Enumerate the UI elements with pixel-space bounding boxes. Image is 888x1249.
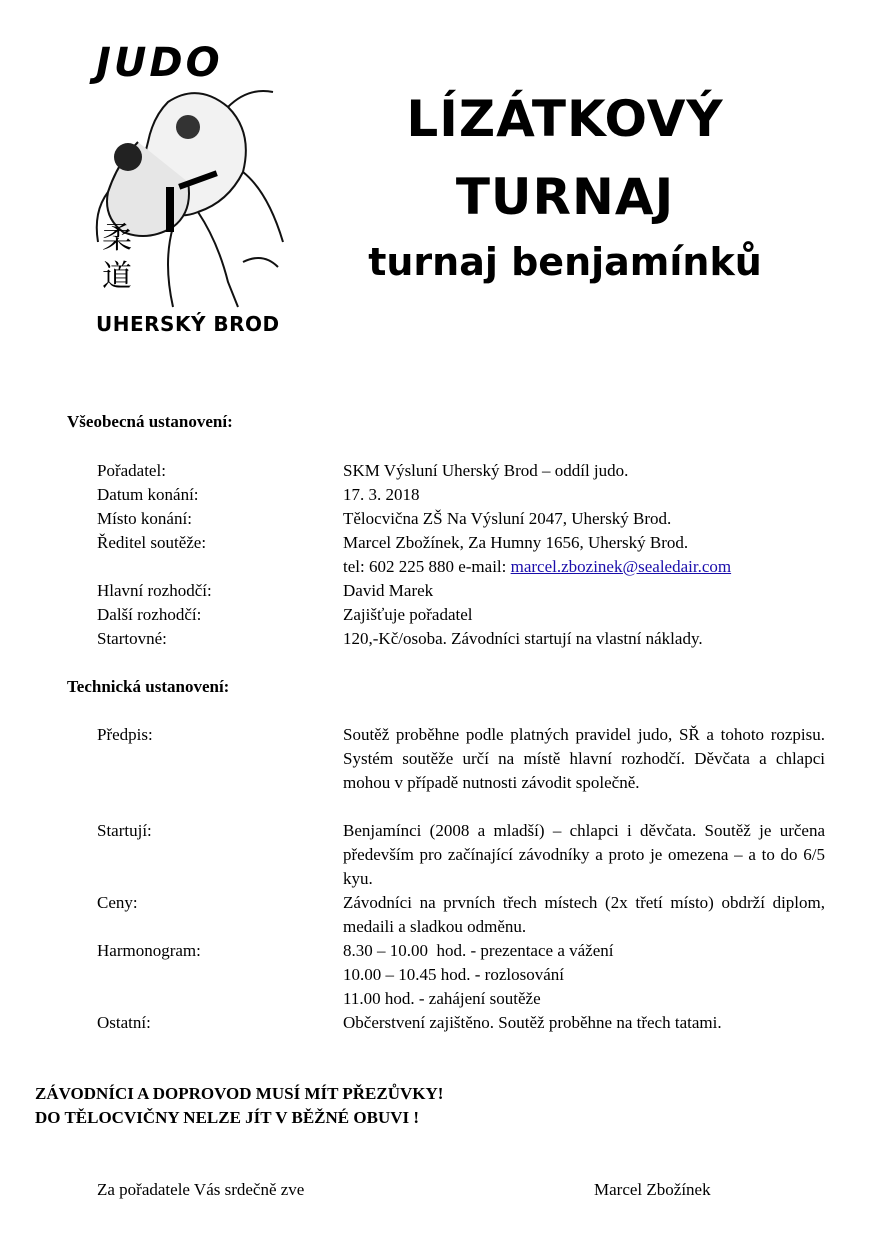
row-value: Soutěž proběhne podle platných pravidel judo, SŘ a tohoto rozpisu. Systém soutěže určí na místě hlavní rozhodčí. Děvčata a chlapci mohou v případě nutnosti závodit společně. [343, 725, 825, 792]
title-line-2: TURNAJ [455, 168, 675, 226]
row-label: Předpis: [97, 725, 153, 744]
row-label: Místo konání: [97, 509, 192, 528]
row-label: Ředitel soutěže: [97, 533, 207, 552]
footwear-warning [35, 1082, 443, 1130]
warning-line-1: ZÁVODNÍCI A DOPROVOD MUSÍ MÍT PŘEZŮVKY! [35, 1084, 444, 1103]
row-value: 8.30 – 10.00 hod. - prezentace a vážení [343, 941, 614, 960]
row-label: Startovné: [97, 629, 167, 648]
row-label: Pořadatel: [97, 461, 166, 480]
technical-heading: Technická ustanovení: [67, 677, 230, 696]
row-label: Ceny: [97, 893, 138, 912]
row-label: Hlavní rozhodčí: [97, 581, 212, 600]
row-value: 11.00 hod. - zahájení soutěže [343, 989, 541, 1008]
warning-line-2: DO TĚLOCVIČNY NELZE JÍT V BĚŽNÉ OBUVI ! [35, 1108, 420, 1127]
general-heading: Všeobecná ustanovení: [67, 412, 233, 431]
row-label: Startují: [97, 821, 152, 840]
phone-text: tel: 602 225 880 e-mail: [343, 557, 511, 576]
row-label: Datum konání: [97, 485, 199, 504]
row-value: Marcel Zbožínek, Za Humny 1656, Uherský Brod. [343, 533, 689, 552]
title-line-3: turnaj benjamínků [368, 240, 762, 284]
row-value: 17. 3. 2018 [343, 485, 420, 504]
row-value: Občerstvení zajištěno. Soutěž proběhne na třech tatami. [343, 1013, 722, 1032]
logo-city-text: UHERSKÝ BROD [96, 312, 280, 336]
kanji-ju: 柔 [102, 221, 132, 256]
row-value: David Marek [343, 581, 434, 600]
kanji-do: 道 [102, 259, 132, 294]
row-value: Benjamínci (2008 a mladší) – chlapci i děvčata. Soutěž je určena především pro začínající závodníky a proto je omezena – a to do 6/5 kyu. [343, 821, 825, 888]
row-label: Další rozhodčí: [97, 605, 202, 624]
club-logo [78, 40, 293, 340]
row-value: 10.00 – 10.45 hod. - rozlosování [343, 965, 564, 984]
logo-kanji [100, 220, 134, 296]
signature-name: Marcel Zbožínek [594, 1180, 711, 1199]
row-value: Tělocvična ZŠ Na Výsluní 2047, Uherský Brod. [343, 509, 672, 528]
invitation-text: Za pořadatele Vás srdečně zve [97, 1180, 305, 1199]
email-link[interactable]: marcel.zbozinek@sealedair.com [510, 557, 732, 576]
row-label: Harmonogram: [97, 941, 201, 960]
title-line-1: LÍZÁTKOVÝ [406, 90, 724, 148]
row-value: 120,-Kč/osoba. Závodníci startují na vlastní náklady. [343, 629, 703, 648]
logo-judo-text: JUDO [96, 40, 223, 86]
row-value: Zajišťuje pořadatel [343, 605, 473, 624]
row-value: SKM Výsluní Uherský Brod – oddíl judo. [343, 461, 629, 480]
row-value: Závodníci na prvních třech místech (2x třetí místo) obdrží diplom, medaili a sladkou odměnu. [343, 893, 825, 936]
row-label: Ostatní: [97, 1013, 151, 1032]
row-value [343, 555, 825, 579]
